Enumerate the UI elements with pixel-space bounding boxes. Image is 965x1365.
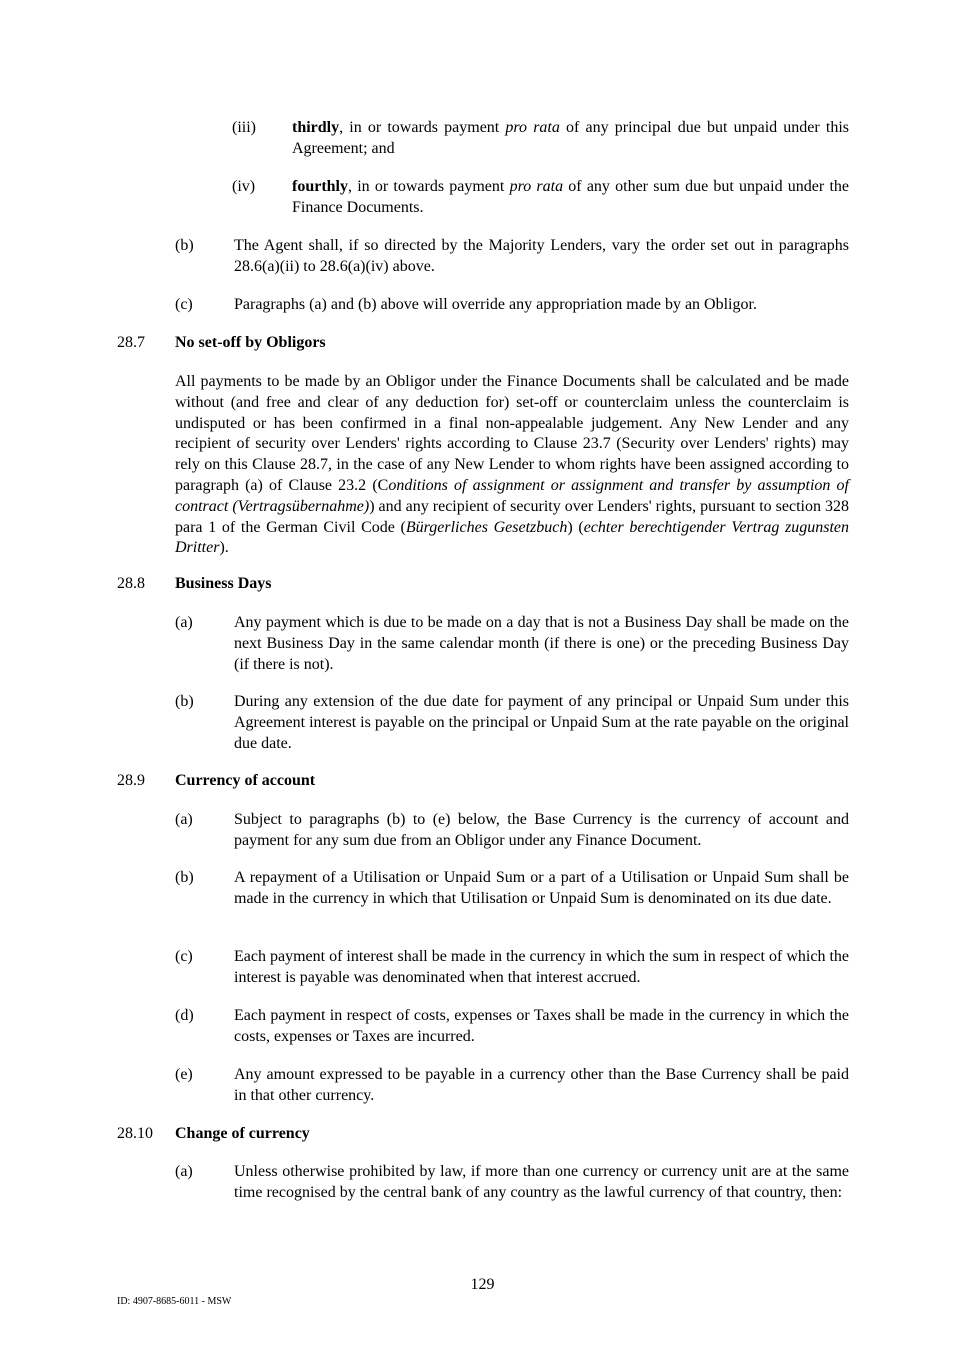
para-label-28-9-e: (e)	[175, 1066, 193, 1083]
para-label-28-9-a: (a)	[175, 811, 193, 828]
para-label-28-9-b: (b)	[175, 869, 194, 886]
section-heading-28-9: Currency of account	[175, 772, 316, 789]
item-iv-text: fourthly, in or towards payment pro rata of any other sum due but unpaid under the Finance Documents.	[292, 178, 849, 216]
page-number: 129	[470, 1276, 495, 1293]
item-label-iii: (iii)	[232, 119, 256, 136]
section-number-28-7: 28.7	[117, 334, 145, 351]
para-c-text: Paragraphs (a) and (b) above will override any appropriation made by an Obligor.	[234, 296, 757, 313]
para-label-28-9-c: (c)	[175, 948, 193, 965]
para-label-28-10-a: (a)	[175, 1163, 193, 1180]
para-28-9-d-text: Each payment in respect of costs, expenses or Taxes shall be made in the currency in which the costs, expenses or Taxes are incurred.	[234, 1007, 849, 1045]
para-label-c: (c)	[175, 296, 193, 313]
section-number-28-10: 28.10	[117, 1125, 153, 1142]
section-number-28-8: 28.8	[117, 575, 145, 592]
section-heading-28-10: Change of currency	[175, 1125, 310, 1142]
para-28-9-e-text: Any amount expressed to be payable in a currency other than the Base Currency shall be paid in that other currency.	[234, 1066, 849, 1104]
item-iii-text: thirdly, in or towards payment pro rata of any principal due but unpaid under this Agreement; and	[292, 119, 850, 157]
para-b-text: The Agent shall, if so directed by the Majority Lenders, vary the order set out in paragraphs 28.6(a)(ii) to 28.6(a)(iv) above.	[234, 237, 849, 275]
section-28-7-body: All payments to be made by an Obligor under the Finance Documents shall be calculated and be made without (and free and clear of any deduction for) set-off or counterclaim unless the counterclaim is undisputed or has been confirmed in a final non-appealable judgement. Any New Lender and any recipient of security over Lenders' rights according to Clause 23.7 (Security over Lenders' rights) may rely on this Clause 28.7, in the case of any New Lender to whom rights have been assigned according to paragraph (a) of Clause 23.2 (Conditions of assignment or assignment and transfer by assumption of contract (Vertragsübernahme)) and any recipient of security over Lenders' rights, pursuant to section 328 para 1 of the German Civil Code (Bürgerliches Gesetzbuch) (echter berechtigender Vertrag zugunsten Dritter).	[175, 373, 849, 557]
para-28-9-b-text: A repayment of a Utilisation or Unpaid Sum or a part of a Utilisation or Unpaid Sum shall be made in the currency in which that Utilisation or Unpaid Sum is denominated on its due date.	[234, 869, 849, 907]
item-iv-keyword: fourthly	[292, 178, 348, 195]
para-28-8-a-text: Any payment which is due to be made on a day that is not a Business Day shall be made on the next Business Day in the same calendar month (if there is one) or the preceding Business Day (if there is not).	[234, 614, 849, 673]
item-label-iv: (iv)	[232, 178, 256, 195]
para-label-28-8-b: (b)	[175, 693, 194, 710]
para-28-8-b-text: During any extension of the due date for payment of any principal or Unpaid Sum under this Agreement interest is payable on the principal or Unpaid Sum at the rate payable on the original due date.	[234, 693, 849, 752]
section-heading-28-7: No set-off by Obligors	[175, 334, 326, 351]
para-28-9-c-text: Each payment of interest shall be made in the currency in which the sum in respect of which the interest is payable was denominated when that interest accrued.	[234, 948, 849, 986]
para-label-b: (b)	[175, 237, 194, 254]
section-heading-28-8: Business Days	[175, 575, 272, 592]
para-28-10-a-text: Unless otherwise prohibited by law, if more than one currency or currency unit are at the same time recognised by the central bank of any country as the lawful currency of that country, then:	[234, 1163, 849, 1201]
para-28-9-a-text: Subject to paragraphs (b) to (e) below, the Base Currency is the currency of account and payment for any sum due from an Obligor under any Finance Document.	[234, 811, 849, 849]
para-label-28-9-d: (d)	[175, 1007, 194, 1024]
section-number-28-9: 28.9	[117, 772, 145, 789]
item-iii-keyword: thirdly	[292, 119, 340, 136]
document-id: ID: 4907-8685-6011 - MSW	[117, 1296, 232, 1307]
para-label-28-8-a: (a)	[175, 614, 193, 631]
